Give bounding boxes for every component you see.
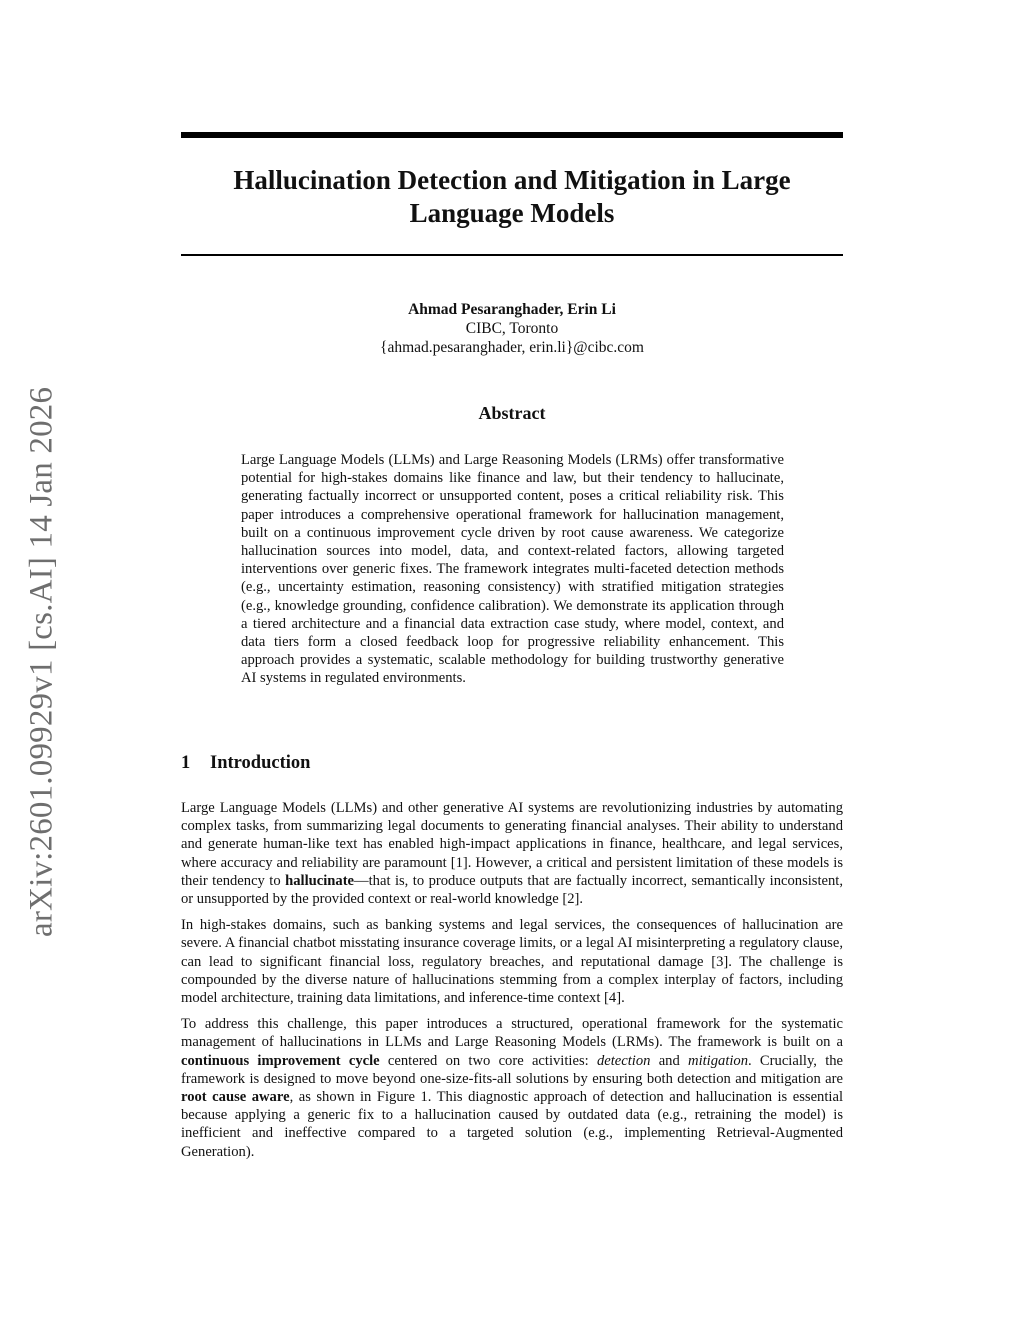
- author-email: {ahmad.pesaranghader, erin.li}@cibc.com: [380, 339, 644, 356]
- author-affiliation: CIBC, Toronto: [465, 320, 559, 337]
- introduction-paragraph-2: In high-stakes domains, such as banking systems and legal services, the consequences of hallucination are severe. A financial chatbot misstating insurance coverage limits, or a legal AI misinterpreting a regulatory clause, can lead to significant financial loss, regulatory breaches, and reputational damage [3]. The challenge is compounded by the diverse nature of hallucinations stemming from a complex interplay of factors, including model architecture, training data limitations, and inference-time context [4].: [181, 917, 843, 1007]
- author-names: Ahmad Pesaranghader, Erin Li: [408, 301, 616, 318]
- title-top-rule: [181, 132, 843, 138]
- title-bottom-rule: [181, 254, 843, 256]
- introduction-paragraph-3: To address this challenge, this paper introduces a structured, operational framework for the systematic management of hallucinations in LLMs and Large Reasoning Models (LRMs). The framework is built on a continuous improvement cycle centered on two core activities: detection and mitigation. Crucially, the framework is designed to move beyond one-size-fits-all solutions by ensuring both detection and mitigation are root cause aware, as shown in Figure 1. This diagnostic approach of detection and hallucination is essential because applying a generic fix to a hallucination caused by outdated data (e.g., retraining the model) is inefficient and ineffective compared to a targeted solution (e.g., implementing Retrieval-Augmented Generation).: [181, 1016, 844, 1160]
- introduction-paragraph-1: Large Language Models (LLMs) and other generative AI systems are revolutionizing industries by automating complex tasks, from summarizing legal documents to generating financial analyses. Their ability to understand and generate human-like text has enabled high-impact applications in finance, healthcare, and legal services, where accuracy and reliability are paramount [1]. However, a critical and persistent limitation of these models is their tendency to hallucinate—that is, to produce outputs that are factually incorrect, semantically inconsistent, or unsupported by the provided context or real-world knowledge [2].: [181, 800, 844, 908]
- section-title: Introduction: [210, 753, 311, 773]
- author-block: [181, 300, 843, 357]
- emphasis-mitigation: mitigation: [688, 1052, 749, 1069]
- abstract-text: Large Language Models (LLMs) and Large Reasoning Models (LRMs) offer transformative potential for high-stakes domains like finance and law, but their tendency to hallucinate, generating factually incorrect or unsupported content, poses a critical reliability risk. This paper introduces a comprehensive operational framework for hallucination management, built on a continuous improvement cycle driven by root cause awareness. We categorize hallucination sources into model, data, and context-related factors, allowing targeted interventions over generic fixes. The framework integrates multi-faceted detection methods (e.g., uncertainty estimation, reasoning consistency) with stratified mitigation strategies (e.g., knowledge grounding, confidence calibration). We demonstrate its application through a tiered architecture and a financial data extraction case study, where model, context, and data tiers form a closed feedback loop for progressive reliability enhancement. This approach provides a systematic, scalable methodology for building trustworthy generative AI systems in regulated environments.: [241, 452, 784, 687]
- emphasis-root-cause-aware: root cause aware: [181, 1089, 290, 1106]
- abstract-heading: Abstract: [478, 403, 546, 423]
- arxiv-identifier-stamp: arXiv:2601.09929v1 [cs.AI] 14 Jan 2026: [23, 386, 60, 938]
- paper-title: Hallucination Detection and Mitigation in Large Language Models: [233, 165, 791, 228]
- section-heading-introduction: [181, 753, 310, 774]
- emphasis-continuous-improvement: continuous improvement cycle: [181, 1052, 380, 1069]
- emphasis-hallucinate: hallucinate: [285, 872, 355, 889]
- emphasis-detection: detection: [596, 1052, 651, 1069]
- introduction-body: [181, 799, 843, 1169]
- section-number: 1: [181, 753, 191, 773]
